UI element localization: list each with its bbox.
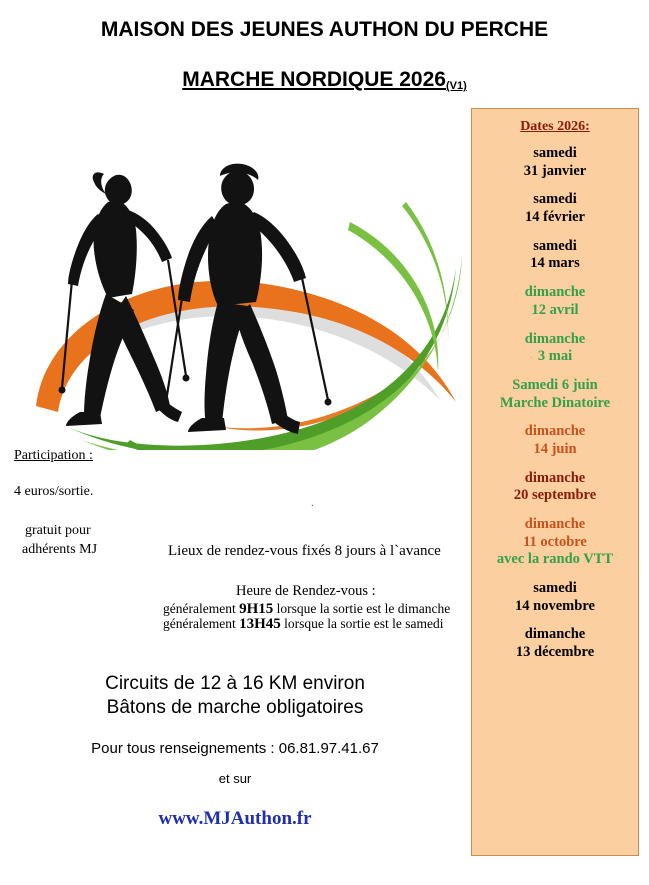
date-entry — [472, 331, 638, 366]
date-entry-day: samedi — [533, 580, 577, 597]
and-also-label: et sur — [218, 771, 252, 786]
date-entry — [472, 470, 638, 505]
date-entry-day: dimanche — [524, 516, 586, 532]
date-entry — [472, 423, 638, 458]
page-subtitle — [0, 68, 649, 92]
meeting-time-saturday-pre: généralement — [163, 616, 240, 631]
date-entry-day: dimanche — [524, 330, 586, 347]
free-members-line2: adhérents MJ — [22, 542, 98, 557]
date-entry-date: 3 mai — [537, 348, 573, 365]
date-entry — [472, 145, 638, 180]
free-members-line1: gratuit pour — [25, 523, 91, 538]
date-entry — [472, 284, 638, 319]
date-entry-date: 14 novembre — [515, 597, 595, 614]
date-entry — [472, 626, 638, 661]
date-entry-note: avec la rando VTT — [496, 551, 614, 568]
date-entry-day: Samedi 6 juin — [512, 376, 598, 393]
date-entry — [472, 516, 638, 569]
date-entry-day: samedi — [533, 191, 577, 208]
date-entry-date: 12 avril — [531, 301, 579, 318]
participation-label: Participation : — [14, 448, 93, 463]
meeting-time-saturday — [163, 616, 443, 633]
date-entry — [472, 191, 638, 226]
meeting-places-text: Lieux de rendez-vous fixés 8 jours à l`avance — [168, 543, 441, 559]
contact-phone: Pour tous renseignements : 06.81.97.41.67 — [91, 740, 379, 757]
date-entry-date: 31 janvier — [523, 162, 587, 179]
circuits-info — [0, 672, 470, 720]
circuits-distance: Circuits de 12 à 16 KM environ — [105, 673, 365, 694]
meeting-time-saturday-hour: 13H45 — [239, 616, 281, 632]
speck-mark: . — [311, 497, 314, 509]
dates-heading: Dates 2026: — [520, 119, 590, 134]
circuits-equipment: Bâtons de marche obligatoires — [106, 696, 364, 718]
date-entry-day: dimanche — [524, 626, 586, 643]
meeting-time-sunday-hour: 9H15 — [239, 601, 274, 617]
dates-panel — [471, 108, 639, 856]
activity-title: MARCHE NORDIQUE 2026 — [182, 68, 446, 91]
date-entry-day: dimanche — [524, 284, 586, 301]
date-entry — [472, 377, 638, 412]
dates-list — [472, 145, 638, 662]
date-entry-date: 14 février — [525, 209, 585, 226]
meeting-time-title: Heure de Rendez-vous : — [236, 583, 376, 599]
date-entry-day: dimanche — [524, 469, 586, 486]
page-title: MAISON DES JEUNES AUTHON DU PERCHE — [100, 18, 549, 41]
date-entry-date: Marche Dinatoire — [499, 394, 611, 411]
version-label: (V1) — [445, 80, 467, 92]
date-entry-day: samedi — [533, 237, 577, 254]
date-entry-date: 14 juin — [533, 440, 577, 457]
meeting-time-sunday-pre: généralement — [163, 601, 240, 616]
meeting-time-sunday-post: lorsque la sortie est le dimanche — [273, 601, 451, 616]
date-entry-day: dimanche — [524, 423, 586, 440]
date-entry-day: samedi — [533, 145, 577, 161]
date-entry-date: 13 décembre — [515, 644, 595, 661]
website-link[interactable]: www.MJAuthon.fr — [158, 808, 312, 829]
date-entry-date: 14 mars — [530, 255, 580, 272]
nordic-walkers-illustration — [10, 110, 465, 450]
date-entry — [472, 238, 638, 273]
meeting-time-saturday-post: lorsque la sortie est le samedi — [280, 616, 444, 631]
date-entry-date: 11 octobre — [523, 533, 587, 550]
price-text: 4 euros/sortie. — [14, 484, 94, 499]
date-entry-date: 20 septembre — [513, 487, 597, 504]
date-entry — [472, 580, 638, 615]
